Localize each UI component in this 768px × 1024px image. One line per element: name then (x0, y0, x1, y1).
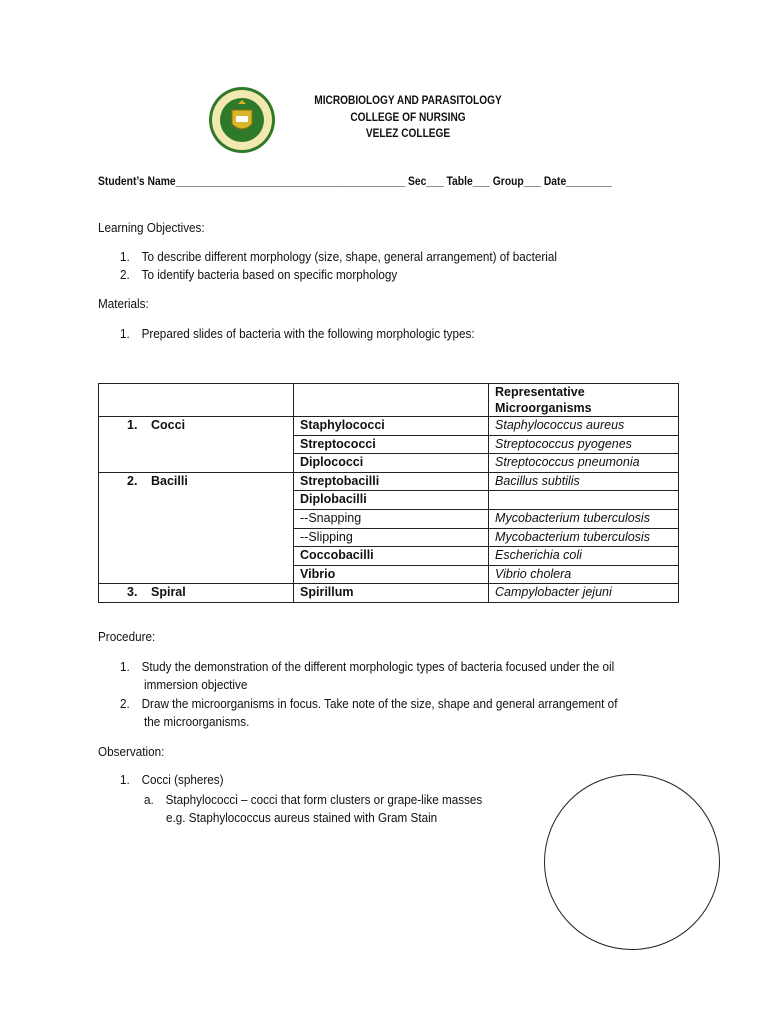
type-cell: Coccobacilli (294, 547, 489, 566)
list-item-text: To identify bacteria based on specific morphology (141, 267, 398, 282)
observation-subitem (144, 791, 482, 809)
list-item-text: Study the demonstration of the different morphologic types of bacteria focused under the oil (141, 659, 615, 674)
header-college-name: COLLEGE OF NURSING (350, 112, 466, 124)
group-cell (99, 491, 294, 510)
list-item-text: Cocci (spheres) (141, 772, 224, 787)
list-item-text: To describe different morphology (size, shape, general arrangement) of bacterial (141, 249, 557, 264)
material-item (120, 325, 475, 343)
type-cell: --Snapping (294, 509, 489, 528)
group-number: 2. (127, 473, 138, 488)
procedure-heading: Procedure: (98, 629, 156, 644)
group-cell (99, 528, 294, 547)
table-row (99, 472, 679, 491)
organism-cell (489, 491, 679, 510)
group-cell (99, 417, 294, 436)
organism-cell: Vibrio cholera (489, 565, 679, 584)
group-number: 3. (127, 585, 138, 600)
type-cell: --Slipping (294, 528, 489, 547)
table-header-row (99, 384, 679, 417)
materials-heading: Materials: (98, 296, 149, 311)
type-cell: Diplobacilli (294, 491, 489, 510)
header-school-name: VELEZ COLLEGE (365, 128, 451, 140)
organism-cell: Staphylococcus aureus (489, 417, 679, 436)
group-label: Cocci (151, 418, 186, 432)
student-info-row: Student’s Name________________________________________ Sec___ Table___ Group___ Date________ (98, 174, 613, 188)
organism-cell: Mycobacterium tuberculosis (489, 528, 679, 547)
group-cell (99, 565, 294, 584)
type-cell: Vibrio (294, 565, 489, 584)
table-row (99, 509, 679, 528)
list-number: 2. (120, 267, 130, 282)
list-item-text: Prepared slides of bacteria with the following morphologic types: (141, 326, 475, 341)
table-header-cell (294, 384, 489, 417)
list-number: 1. (120, 659, 130, 674)
list-number: 1. (120, 249, 130, 264)
list-item-text: Staphylococci – cocci that form clusters or grape-like masses (165, 792, 483, 807)
type-cell: Streptobacilli (294, 472, 489, 491)
organism-cell: Streptococcus pneumonia (489, 454, 679, 473)
organism-cell: Mycobacterium tuberculosis (489, 509, 679, 528)
organism-cell: Streptococcus pyogenes (489, 435, 679, 454)
observation-example: e.g. Staphylococcus aureus stained with Gram Stain (166, 810, 438, 825)
procedure-item-continuation: immersion objective (144, 677, 248, 692)
table-row (99, 435, 679, 454)
group-label: Bacilli (151, 473, 188, 488)
organism-cell: Escherichia coli (489, 547, 679, 566)
header-course-title: MICROBIOLOGY AND PARASITOLOGY (314, 95, 502, 107)
type-cell: Diplococci (294, 454, 489, 473)
group-cell (99, 472, 294, 491)
table-header-cell (99, 384, 294, 417)
procedure-item-continuation: the microorganisms. (144, 714, 250, 729)
list-letter: a. (144, 792, 154, 807)
list-number: 1. (120, 326, 130, 341)
group-cell (99, 547, 294, 566)
table-row (99, 584, 679, 603)
table-row (99, 547, 679, 566)
procedure-item (120, 658, 614, 676)
objective-item (120, 248, 557, 266)
group-cell (99, 454, 294, 473)
table-row (99, 454, 679, 473)
table-header-representative: Representative Microorganisms (489, 384, 679, 417)
morphology-table (98, 383, 679, 603)
procedure-item (120, 695, 617, 713)
velez-college-seal-logo (208, 86, 276, 154)
table-row (99, 417, 679, 436)
group-cell (99, 584, 294, 603)
group-label: Spiral (151, 585, 186, 600)
group-cell (99, 435, 294, 454)
observation-item (120, 771, 224, 789)
table-row (99, 565, 679, 584)
type-cell: Streptococci (294, 435, 489, 454)
organism-cell: Campylobacter jejuni (489, 584, 679, 603)
objectives-heading: Learning Objectives: (98, 220, 205, 235)
objective-item (120, 266, 397, 284)
type-cell: Staphylococci (294, 417, 489, 436)
group-cell (99, 509, 294, 528)
list-item-text: Draw the microorganisms in focus. Take note of the size, shape and general arrangement of (141, 696, 618, 711)
type-cell: Spirillum (294, 584, 489, 603)
drawing-circle[interactable] (544, 774, 720, 950)
list-number: 2. (120, 696, 130, 711)
organism-cell: Bacillus subtilis (489, 472, 679, 491)
group-number: 1. (127, 418, 138, 432)
table-row (99, 491, 679, 510)
list-number: 1. (120, 772, 130, 787)
observation-heading: Observation: (98, 744, 165, 759)
table-row (99, 528, 679, 547)
